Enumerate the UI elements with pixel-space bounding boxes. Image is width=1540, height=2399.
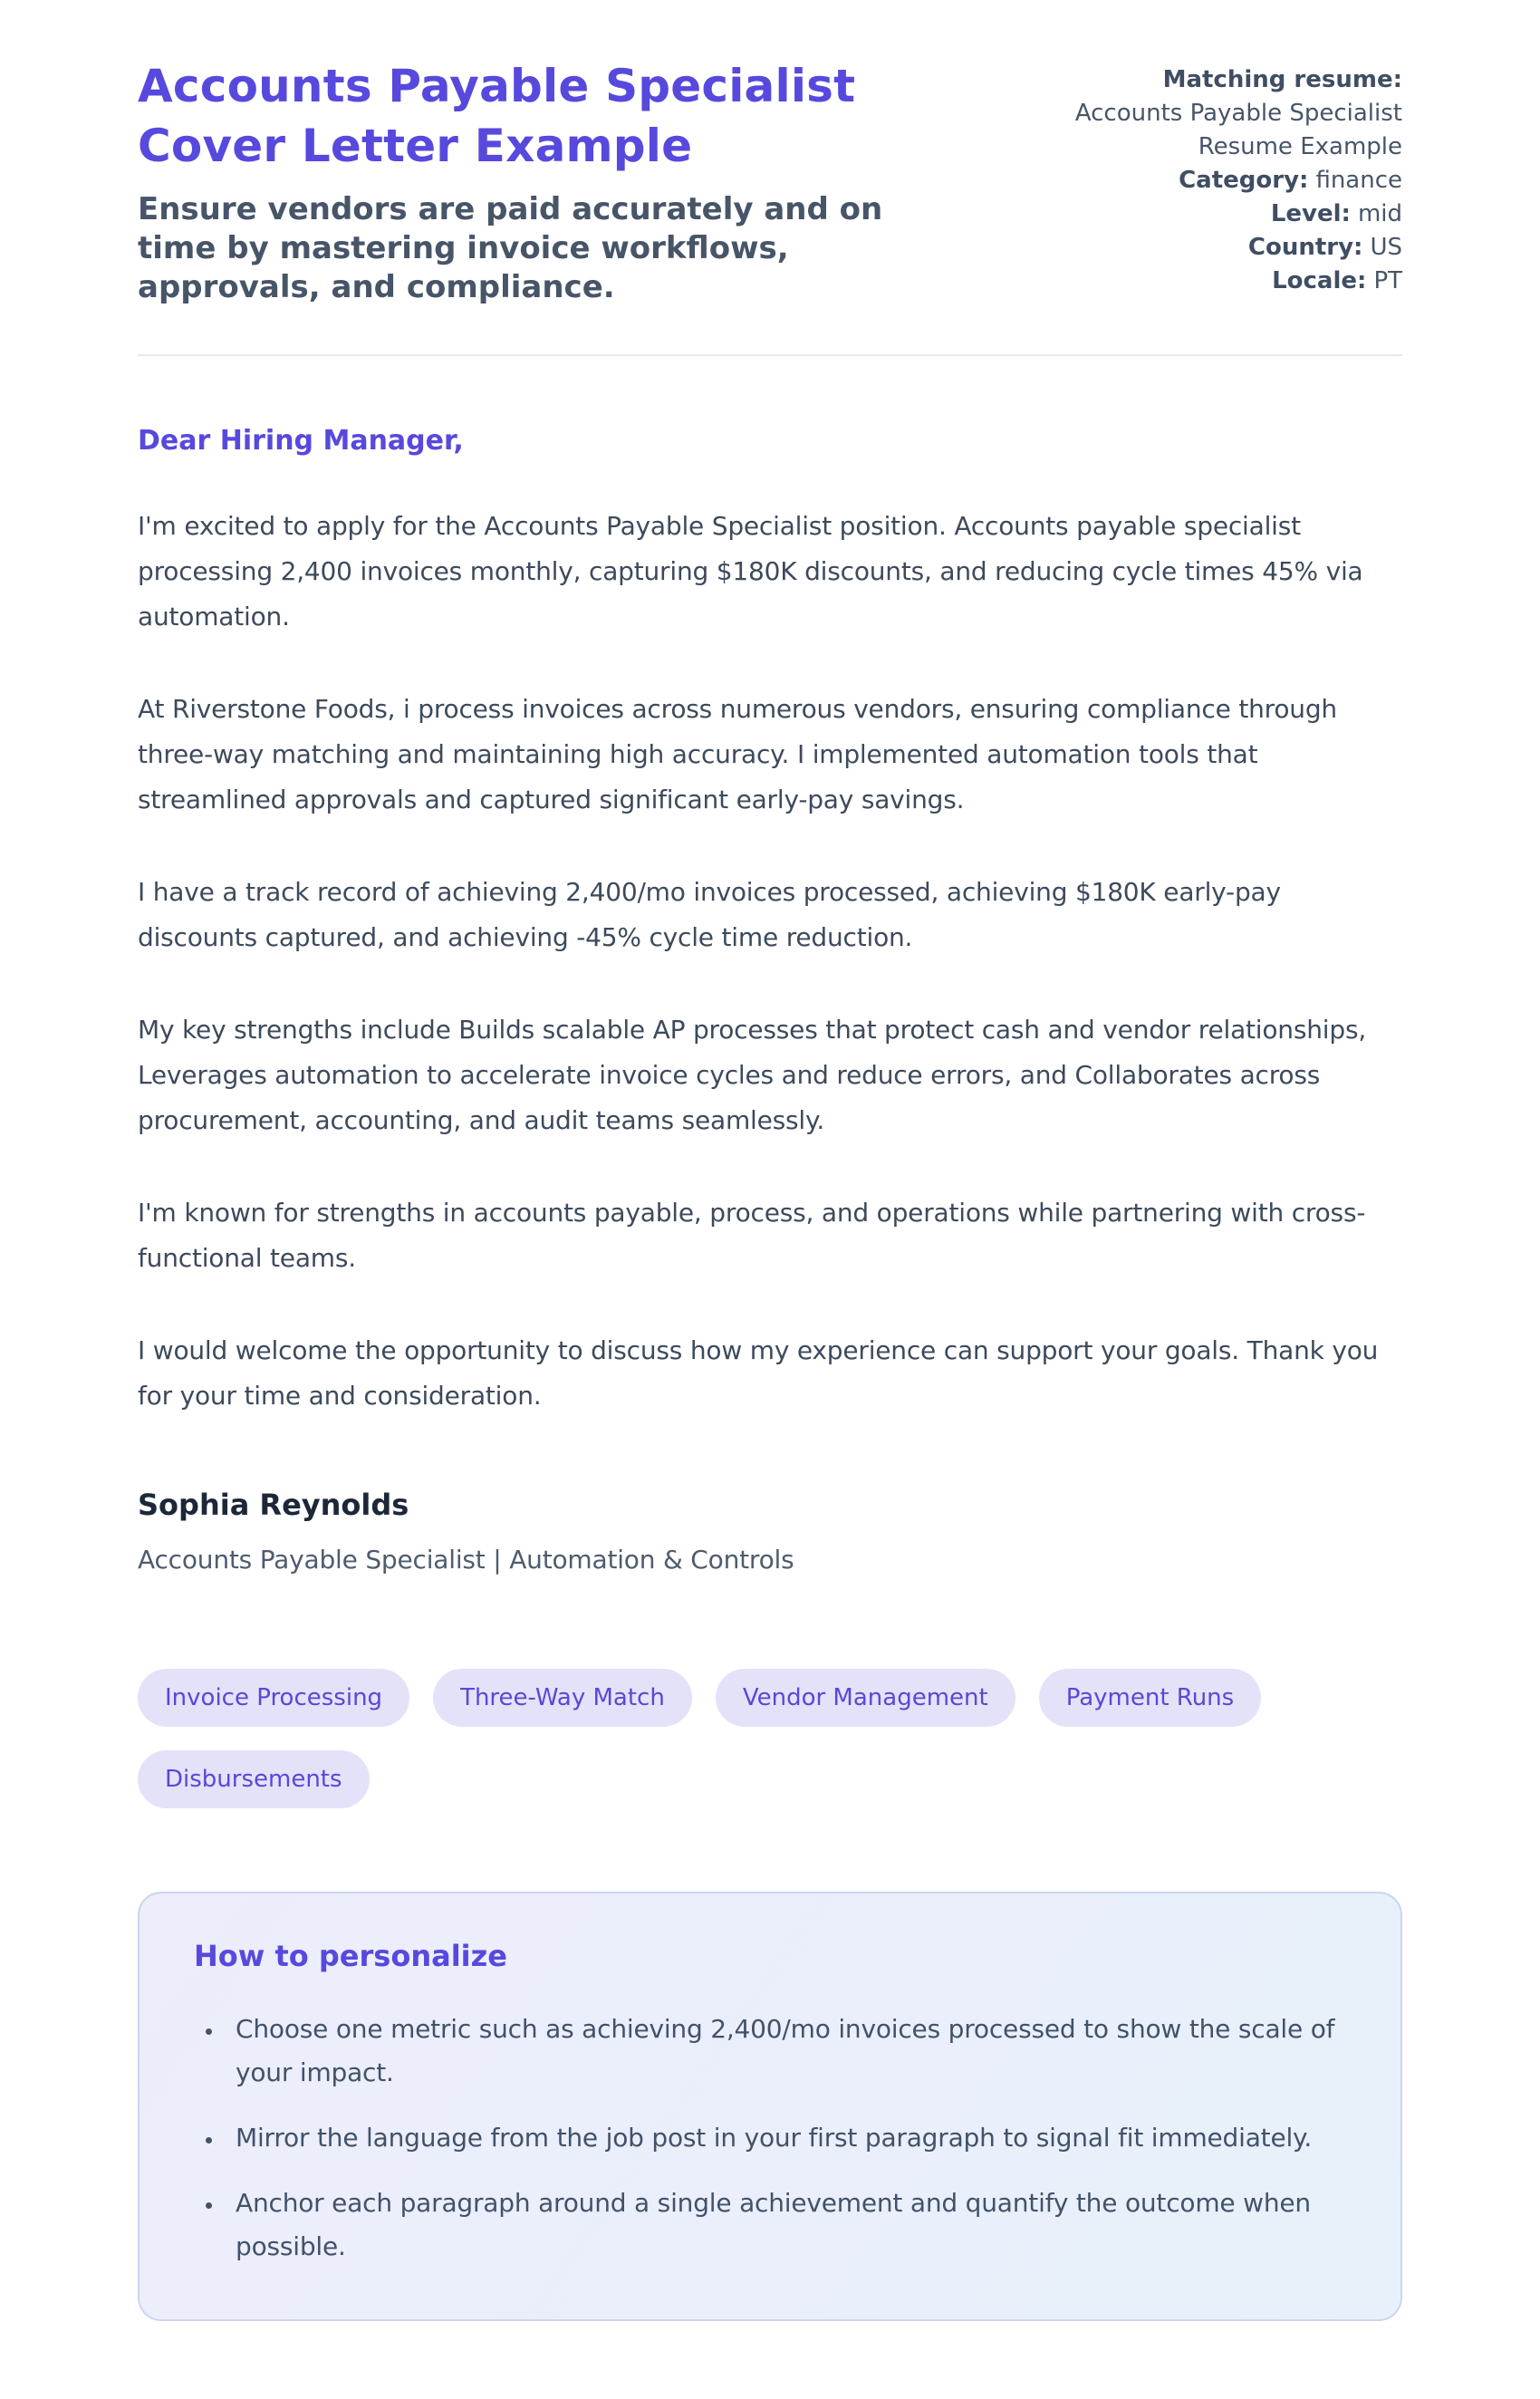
header-divider <box>138 354 1402 356</box>
cover-letter-page <box>138 0 1402 2321</box>
meta-country-value: US <box>1370 234 1402 261</box>
meta-category-label: Category: <box>1179 167 1309 194</box>
tip-item: • Mirror the language from the job post in your first paragraph to signal fit immediately. <box>225 2116 1350 2160</box>
letter-paragraph: My key strengths include Builds scalable AP processes that protect cash and vendor relationships, Leverages automation to accelerate invoice cycles and reduce errors, and Collaborates across procurement, accounting, and audit teams seamlessly. <box>138 1015 1367 1135</box>
tips-list <box>194 2008 1350 2269</box>
signature-name: Sophia Reynolds <box>138 1488 409 1522</box>
meta-locale <box>1004 265 1402 298</box>
meta-category <box>1004 164 1402 198</box>
resume-meta-block <box>1004 56 1402 298</box>
header-title-block <box>138 56 953 307</box>
tips-heading: How to personalize <box>194 1939 507 1973</box>
meta-level-value: mid <box>1357 200 1402 227</box>
letter-paragraph: At Riverstone Foods, i process invoices across numerous vendors, ensuring compliance through three-way matching and maintaining high accuracy. I implemented automation tools that streamlined approvals and captured significant early-pay savings. <box>138 694 1337 814</box>
letter-body <box>138 425 1402 1578</box>
tip-item: • Choose one metric such as achieving 2,400/mo invoices processed to show the scale of your impact. <box>225 2008 1350 2095</box>
tag-chip-disbursements[interactable]: Disbursements <box>138 1750 370 1808</box>
tag-chip-payment-runs[interactable]: Payment Runs <box>1039 1669 1262 1727</box>
tag-chip-three-way-match[interactable]: Three-Way Match <box>433 1669 692 1727</box>
how-to-personalize-box <box>138 1892 1402 2321</box>
tag-chip-vendor-management[interactable]: Vendor Management <box>716 1669 1015 1727</box>
letter-greeting: Dear Hiring Manager, <box>138 425 464 457</box>
meta-matching-resume-label: Matching resume: <box>1162 66 1402 93</box>
letter-paragraph: I'm known for strengths in accounts payable, process, and operations while partnering with cross-functional teams. <box>138 1198 1366 1273</box>
letter-paragraph: I would welcome the opportunity to discuss how my experience can support your goals. Thank you for your time and consideration. <box>138 1335 1379 1411</box>
letter-paragraph: I'm excited to apply for the Accounts Payable Specialist position. Accounts payable specialist processing 2,400 invoices monthly, capturing $180K discounts, and reducing cycle times 45% via automation. <box>138 511 1363 631</box>
meta-locale-value: PT <box>1373 267 1402 294</box>
page-header <box>138 56 1402 307</box>
tag-chip-invoice-processing[interactable]: Invoice Processing <box>138 1669 409 1727</box>
meta-matching-resume <box>1004 63 1402 164</box>
page-title: Accounts Payable Specialist Cover Letter Example <box>138 60 856 172</box>
meta-matching-resume-value: Accounts Payable Specialist Resume Example <box>1074 100 1402 160</box>
skill-tags-row <box>138 1669 1402 1808</box>
meta-locale-label: Locale: <box>1272 267 1367 294</box>
page-subtitle: Ensure vendors are paid accurately and on time by mastering invoice workflows, approvals, and compliance. <box>138 191 883 305</box>
tip-item: • Anchor each paragraph around a single achievement and quantify the outcome when possible. <box>225 2182 1350 2269</box>
meta-level-label: Level: <box>1270 200 1351 227</box>
meta-country-label: Country: <box>1247 234 1363 261</box>
meta-level <box>1004 198 1402 231</box>
meta-country <box>1004 231 1402 265</box>
signature-role: Accounts Payable Specialist | Automation & Controls <box>138 1545 794 1575</box>
meta-category-value: finance <box>1315 167 1402 194</box>
letter-paragraph: I have a track record of achieving 2,400/mo invoices processed, achieving $180K early-pay discounts captured, and achieving -45% cycle time reduction. <box>138 877 1281 952</box>
